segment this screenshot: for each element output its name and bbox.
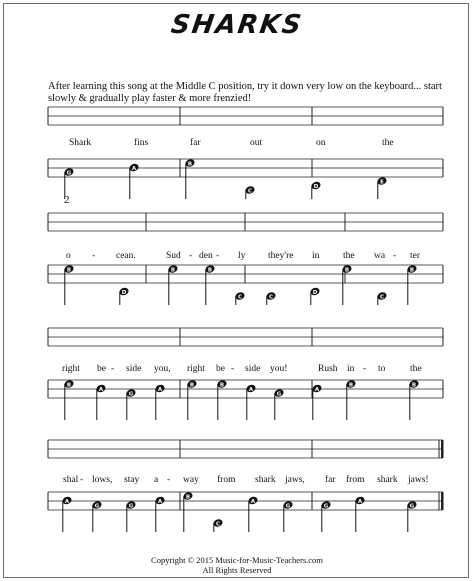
note <box>125 500 136 532</box>
note-letter: G <box>409 503 415 510</box>
note <box>182 491 193 532</box>
note-letter: B <box>219 382 225 389</box>
note-letter: C <box>237 294 243 301</box>
footer <box>0 555 474 575</box>
note-letter: B <box>409 267 415 274</box>
lyric-syllable: they're <box>268 251 294 261</box>
note-letter: G <box>66 170 72 177</box>
lyric-syllable: Rush <box>318 364 338 374</box>
note-letter: C <box>379 294 385 301</box>
lyric-syllable: shal <box>63 475 79 485</box>
note-letter: C <box>215 521 221 528</box>
note <box>309 287 320 305</box>
note <box>376 176 387 199</box>
note <box>63 264 74 305</box>
note <box>128 163 139 199</box>
lyric-syllable: side <box>245 364 261 374</box>
note-letter: B <box>411 382 417 389</box>
note <box>154 496 165 532</box>
copyright-text: Copyright © 2015 Music-for-Music-Teachers.com <box>151 555 323 565</box>
lyric-syllable: shark <box>377 475 398 485</box>
lyric-syllable: den <box>199 251 213 261</box>
note <box>63 167 74 199</box>
note <box>320 500 331 532</box>
lyric-syllable: jaws! <box>408 475 429 485</box>
note-letter: A <box>250 498 256 505</box>
note <box>154 384 165 420</box>
note <box>310 181 321 199</box>
lyric-syllable: to <box>378 364 386 374</box>
lyric-syllable: - <box>231 364 235 374</box>
note-letter: B <box>344 267 350 274</box>
note-letter: B <box>207 267 213 274</box>
intro-text: After learning this song at the Middle C position, try it down very low on the keyboard... start slowly & gradually play faster & more frenzied! <box>48 81 442 104</box>
note-letter: G <box>128 391 134 398</box>
note <box>184 158 195 199</box>
lyric-syllable: cean. <box>116 251 136 261</box>
lyric-syllable: in <box>312 251 320 261</box>
note <box>244 185 255 199</box>
note-letter: D <box>313 183 319 190</box>
note-letter: G <box>128 503 134 510</box>
note <box>212 518 223 532</box>
note-letter: E <box>380 179 384 186</box>
lyric-syllable: - <box>216 251 220 261</box>
note-letter: B <box>185 494 191 501</box>
note-letter: G <box>94 503 100 510</box>
note <box>186 379 197 420</box>
note <box>61 496 72 532</box>
note-letter: G <box>285 503 291 510</box>
note-letter: D <box>121 289 127 296</box>
note-letter: A <box>314 386 320 393</box>
lyric-syllable: shark <box>255 475 276 485</box>
staff-system <box>48 107 443 199</box>
lyric-syllable: Sud <box>166 251 181 261</box>
note-letter: B <box>66 267 72 274</box>
note <box>91 500 102 532</box>
lyric-syllable: far <box>190 138 201 148</box>
note <box>311 384 322 420</box>
note <box>204 264 215 305</box>
lyric-syllable: in <box>347 364 355 374</box>
note-letter: B <box>189 382 195 389</box>
note-letter: A <box>157 386 163 393</box>
note <box>216 379 227 420</box>
lyric-syllable: right <box>62 364 80 374</box>
lyric-syllable: - <box>92 251 96 261</box>
lyric-syllable: ter <box>410 251 421 261</box>
note <box>265 291 276 305</box>
note-letter: G <box>276 391 282 398</box>
note <box>273 388 284 420</box>
note <box>406 500 417 532</box>
lyric-syllable: - <box>167 475 171 485</box>
lyric-syllable: stay <box>124 475 140 485</box>
lyric-syllable: the <box>410 364 422 374</box>
note <box>63 379 74 420</box>
lyric-syllable: o <box>66 251 71 261</box>
staff-system <box>48 440 443 532</box>
note-letter: C <box>268 294 274 301</box>
lyric-syllable: - <box>189 251 193 261</box>
note-letter: A <box>131 165 137 172</box>
lyric-syllable: way <box>183 475 199 485</box>
lyric-syllable: a <box>154 475 159 485</box>
note <box>408 379 419 420</box>
note <box>118 287 129 305</box>
note-letter: A <box>98 386 104 393</box>
note-letter: A <box>157 498 163 505</box>
lyric-syllable: on <box>316 138 326 148</box>
note <box>376 291 387 305</box>
note <box>125 388 136 420</box>
lyric-syllable: from <box>346 475 365 485</box>
note <box>95 384 106 420</box>
lyric-syllable: be <box>97 364 106 374</box>
note-letter: A <box>248 386 254 393</box>
lyric-syllable: - <box>80 475 84 485</box>
note <box>345 379 356 420</box>
note-letter: B <box>66 382 72 389</box>
lyric-syllable: Shark <box>69 138 92 148</box>
lyric-syllable: lows, <box>92 475 113 485</box>
lyric-syllable: you, <box>154 364 171 374</box>
staff-system <box>48 328 443 420</box>
rights-text: All Rights Reserved <box>202 565 272 575</box>
lyric-syllable: be <box>216 364 225 374</box>
lyric-syllable: ly <box>238 251 246 261</box>
lyric-syllable: - <box>111 364 115 374</box>
lyric-syllable: from <box>217 475 236 485</box>
note-letter: B <box>170 267 176 274</box>
note-letter: G <box>323 503 329 510</box>
lyric-syllable: - <box>393 251 397 261</box>
note <box>341 264 352 305</box>
lyric-syllable: - <box>363 364 367 374</box>
note-letter: A <box>64 498 70 505</box>
lyric-syllable: wa <box>374 251 386 261</box>
lyric-syllable: out <box>250 138 263 148</box>
note-letter: D <box>312 289 318 296</box>
page-number: 2 <box>64 194 70 206</box>
note-letter: C <box>247 188 253 195</box>
song-title: SHARKS <box>169 10 305 40</box>
note-letter: B <box>348 382 354 389</box>
note-letter: B <box>187 161 193 168</box>
lyric-syllable: fins <box>134 138 149 148</box>
note <box>245 384 256 420</box>
lyric-syllable: far <box>325 475 336 485</box>
lyric-syllable: jaws, <box>285 475 305 485</box>
lyric-syllable: the <box>382 138 394 148</box>
lyric-syllable: right <box>187 364 205 374</box>
note-letter: A <box>357 498 363 505</box>
lyric-syllable: you! <box>270 364 288 374</box>
lyric-syllable: side <box>126 364 142 374</box>
lyric-syllable: the <box>343 251 355 261</box>
note <box>167 264 178 305</box>
note <box>406 264 417 305</box>
note <box>354 496 365 532</box>
note <box>282 500 293 532</box>
note <box>247 496 258 532</box>
note <box>234 291 245 305</box>
